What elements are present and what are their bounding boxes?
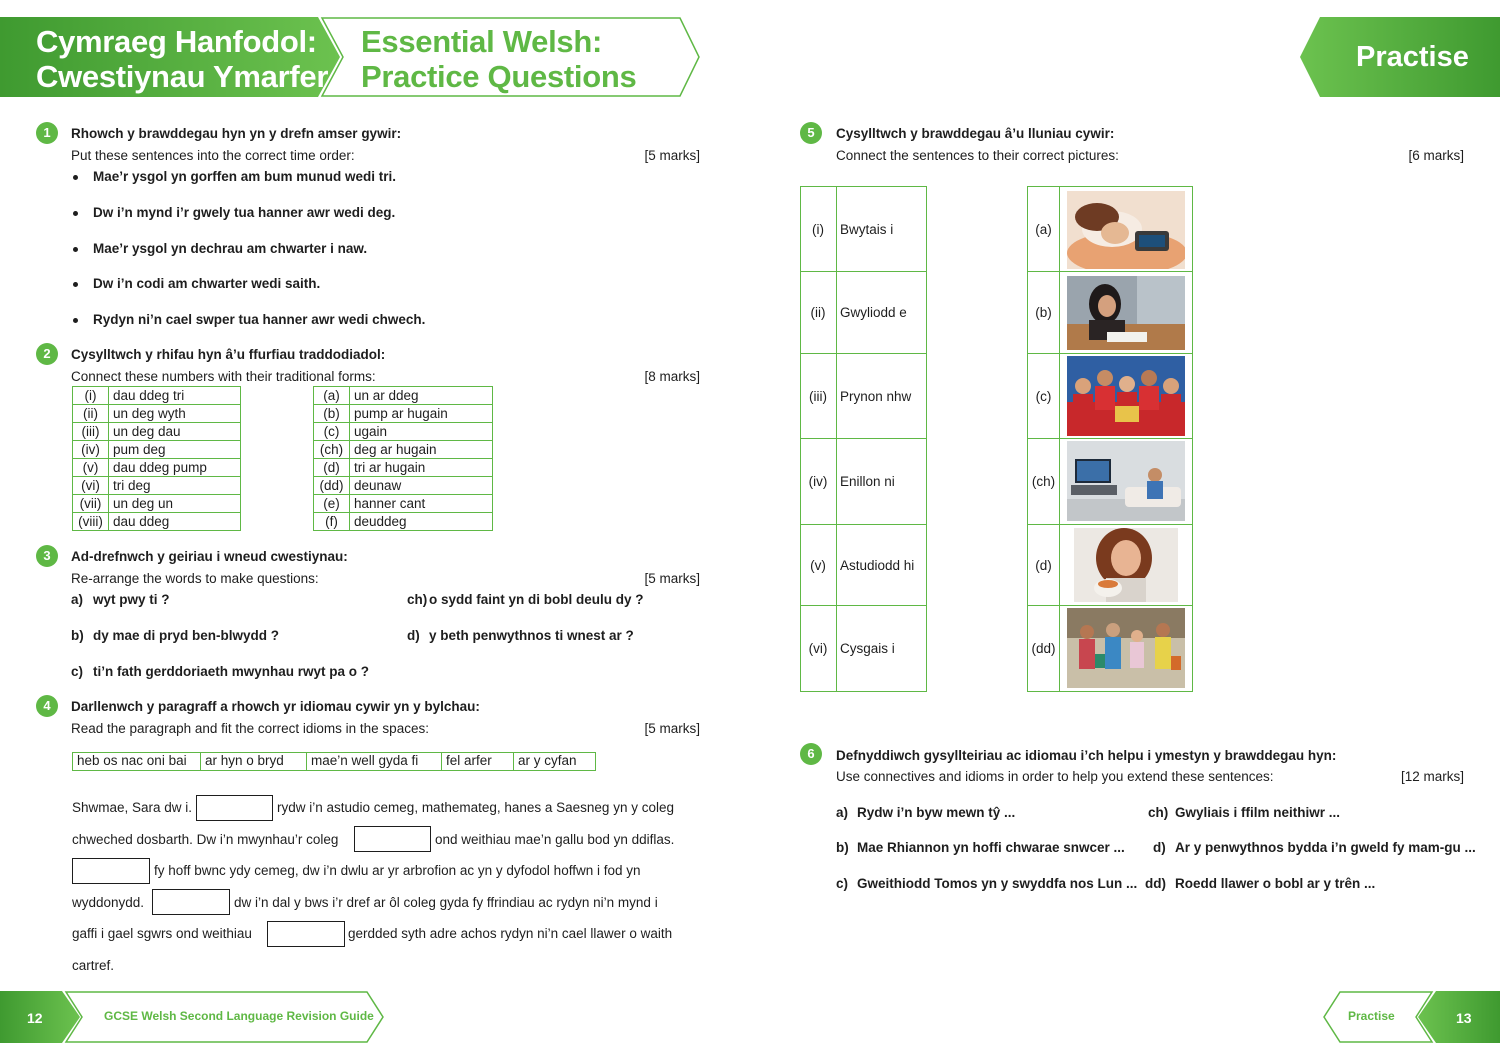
q1-item: Dw i’n codi am chwarter wedi saith. [93,276,321,291]
practise-tab [1298,17,1500,97]
number-cell: un deg un [109,495,241,513]
paragraph-text: Shwmae, Sara dw i. [72,800,193,815]
q3-english-instruction: Re-arrange the words to make questions: [71,571,319,586]
q3-a-text: wyt pwy ti ? [93,592,170,607]
row-divider [1028,605,1192,606]
table-row [314,459,493,477]
answer-gap[interactable] [354,826,431,852]
sentence-cell: Astudiodd hi [840,558,915,573]
picture-family-shopping [1067,608,1185,688]
answer-gap[interactable] [72,858,150,884]
header-banner [0,17,700,97]
girl-eating-noodles-image [1074,528,1178,602]
row-label: (i) [812,222,824,237]
sleeping-person-image [1067,191,1185,269]
paragraph-text: wyddonydd. [72,895,145,910]
q6-b-label: b) [836,840,849,855]
paragraph-text: rydw i’n astudio cemeg, mathemateg, hanes a Saesneg yn y coleg [277,800,674,815]
q2-marks: [8 marks] [644,369,700,384]
idiom-option: mae’n well gyda fi [307,753,442,770]
row-divider [1028,438,1192,439]
bullet-icon [73,211,78,216]
table-row [73,387,241,405]
q6-marks: [12 marks] [1400,769,1464,784]
table-row [73,513,241,531]
number-cell: un deg wyth [109,405,241,423]
q5-english-instruction: Connect the sentences to their correct pictures: [836,148,1119,163]
paragraph-text: cartref. [72,958,115,973]
picture-sleeping-person [1067,191,1185,269]
paragraph-text: chweched dosbarth. Dw i’n mwynhau’r coleg [72,832,339,847]
form-cell: deg ar hugain [350,441,493,459]
q2-english-instruction: Connect these numbers with their traditional forms: [71,369,376,384]
q6-b-text: Mae Rhiannon yn hoffi chwarae snwcer ... [857,840,1125,855]
q3-c-label: c) [71,664,84,679]
q4-marks: [5 marks] [644,721,700,736]
q3-ch-label: ch) [407,592,428,607]
footer-book-title: GCSE Welsh Second Language Revision Guide [104,1009,374,1023]
row-divider [801,438,926,439]
answer-gap[interactable] [152,889,230,915]
question-1-number: 1 [36,122,58,144]
q3-b-text: dy mae di pryd ben-blwydd ? [93,628,280,643]
sentence-cell: Gwyliodd e [840,305,907,320]
q6-ch-text: Gwyliais i ffilm neithiwr ... [1175,805,1341,820]
idiom-option: ar hyn o bryd [201,753,307,770]
form-cell: ugain [350,423,493,441]
row-label: (a) [314,387,350,405]
q1-item: Mae’r ysgol yn dechrau am chwarter i naw. [93,241,368,256]
q5-welsh-instruction: Cysylltwch y brawddegau â’u lluniau cywir: [836,126,1115,141]
q4-welsh-instruction: Darllenwch y paragraff a rhowch yr idiomau cywir yn y bylchau: [71,699,480,714]
table-row [314,477,493,495]
row-label: (ii) [810,305,826,320]
row-label: (ii) [73,405,109,423]
q1-english-instruction: Put these sentences into the correct time order: [71,148,355,163]
q1-welsh-instruction: Rhowch y brawddegau hyn yn y drefn amser gywir: [71,126,402,141]
q1-item: Rydyn ni’n cael swper tua hanner awr wedi chwech. [93,312,426,327]
number-cell: tri deg [109,477,241,495]
boy-watching-tv-image [1067,441,1185,521]
row-label: (b) [314,405,350,423]
picture-boy-watching-tv [1067,441,1185,521]
picture-football-team [1067,356,1185,436]
paragraph-text: ond weithiau mae’n gallu bod yn ddiflas. [435,832,675,847]
q6-a-label: a) [836,805,849,820]
form-cell: pump ar hugain [350,405,493,423]
q5-marks: [6 marks] [1408,148,1464,163]
row-label: (vii) [73,495,109,513]
table-row [73,459,241,477]
sentence-cell: Cysgais i [840,641,895,656]
question-4-number: 4 [36,695,58,717]
table-row [314,405,493,423]
question-6-number: 6 [800,743,822,765]
table-row [73,477,241,495]
picture-student-reading [1067,276,1185,350]
page-number-right: 13 [1456,1010,1472,1026]
row-divider [801,524,926,525]
english-title-line2: Practice Questions [361,59,637,94]
row-label: (c) [314,423,350,441]
bullet-icon [73,247,78,252]
column-divider [1059,187,1060,691]
student-reading-image [1067,276,1185,350]
paragraph-text: fy hoff bwnc ydy cemeg, dw i’n dwlu ar yr arbrofion ac yn y dyfodol hoffwn i fod yn [154,863,641,878]
sentence-cell: Bwytais i [840,222,894,237]
table-row [314,495,493,513]
q1-item: Dw i’n mynd i’r gwely tua hanner awr wedi deg. [93,205,396,220]
answer-gap[interactable] [267,921,345,947]
row-label: (d) [1035,558,1052,573]
page-number-left: 12 [27,1010,43,1026]
sentence-cell: Enillon ni [840,474,895,489]
paragraph-text: gaffi i gael sgwrs ond weithiau [72,926,252,941]
q3-c-text: ti’n fath gerddoriaeth mwynhau rwyt pa o ? [93,664,370,679]
bullet-icon [73,282,78,287]
football-team-image [1067,356,1185,436]
row-divider [1028,271,1192,272]
welsh-title-line1: Cymraeg Hanfodol: [36,24,317,59]
footer-practise-label: Practise [1348,1009,1395,1023]
practise-tab-label: Practise [1356,41,1469,73]
row-divider [801,605,926,606]
table-row [73,441,241,459]
footer-left [0,991,385,1043]
question-2-number: 2 [36,343,58,365]
row-label: (dd) [314,477,350,495]
row-label: (c) [1035,389,1052,404]
number-cell: pum deg [109,441,241,459]
q3-marks: [5 marks] [644,571,700,586]
sentences-table [800,186,927,692]
q3-b-label: b) [71,628,84,643]
q6-d-text: Ar y penwythnos bydda i’n gweld fy mam-gu ... [1175,840,1476,855]
row-label: (v) [810,558,826,573]
q2-welsh-instruction: Cysylltwch y rhifau hyn â’u ffurfiau traddodiadol: [71,347,386,362]
row-label: (dd) [1031,641,1056,656]
welsh-title-line2: Cwestiynau Ymarfer [36,59,329,94]
paragraph-text: gerdded syth adre achos rydyn ni’n cael llawer o waith [348,926,673,941]
footer-right [1322,991,1500,1043]
question-3-number: 3 [36,545,58,567]
row-label: (v) [73,459,109,477]
table-row [314,441,493,459]
numbers-table [72,386,241,531]
q3-a-label: a) [71,592,84,607]
traditional-forms-table [313,386,493,531]
paragraph-text: dw i’n dal y bws i’r dref ar ôl coleg gyda fy ffrindiau ac rydyn ni’n mynd i [234,895,658,910]
row-divider [801,271,926,272]
q6-ch-label: ch) [1148,805,1169,820]
table-row [314,387,493,405]
row-label: (vi) [73,477,109,495]
idiom-option: ar y cyfan [518,753,577,768]
row-label: (b) [1035,305,1052,320]
row-label: (vi) [808,641,828,656]
number-cell: dau ddeg pump [109,459,241,477]
table-row [314,513,493,531]
q6-welsh-instruction: Defnyddiwch gysyllteiriau ac idiomau i’ch helpu i ymestyn y brawddegau hyn: [836,748,1337,763]
sentence-cell: Prynon nhw [840,389,912,404]
question-5-number: 5 [800,122,822,144]
idiom-word-bank [72,752,596,771]
form-cell: deuddeg [350,513,493,531]
table-row [73,405,241,423]
q6-dd-label: dd) [1145,876,1166,891]
q6-dd-text: Roedd llawer o bobl ar y trên ... [1175,876,1376,891]
form-cell: deunaw [350,477,493,495]
picture-girl-eating-noodles [1074,528,1178,602]
q4-english-instruction: Read the paragraph and fit the correct idioms in the spaces: [71,721,429,736]
idiom-option: fel arfer [442,753,514,770]
row-label: (d) [314,459,350,477]
row-label: (i) [73,387,109,405]
q3-d-label: d) [407,628,420,643]
row-label: (e) [314,495,350,513]
row-label: (a) [1035,222,1052,237]
table-row [314,423,493,441]
q6-english-instruction: Use connectives and idioms in order to help you extend these sentences: [836,769,1274,784]
q3-welsh-instruction: Ad-drefnwch y geiriau i wneud cwestiynau: [71,549,348,564]
q3-ch-text: o sydd faint yn di bobl deulu dy ? [429,592,644,607]
row-label: (f) [314,513,350,531]
column-divider [836,187,837,691]
q1-item: Mae’r ysgol yn gorffen am bum munud wedi tri. [93,169,397,184]
form-cell: hanner cant [350,495,493,513]
form-cell: un ar ddeg [350,387,493,405]
q1-marks: [5 marks] [644,148,700,163]
row-label: (ch) [314,441,350,459]
number-cell: un deg dau [109,423,241,441]
q3-d-text: y beth penwythnos ti wnest ar ? [429,628,634,643]
row-label: (iv) [73,441,109,459]
q6-a-text: Rydw i’n byw mewn tŷ ... [857,805,1016,820]
q6-c-label: c) [836,876,849,891]
q6-d-label: d) [1153,840,1166,855]
answer-gap[interactable] [196,795,273,821]
family-shopping-image [1067,608,1185,688]
english-title-line1: Essential Welsh: [361,24,602,59]
bullet-icon [73,318,78,323]
row-label: (iii) [809,389,827,404]
number-cell: dau ddeg [109,513,241,531]
row-label: (ch) [1031,474,1056,489]
table-row [73,495,241,513]
row-label: (iii) [73,423,109,441]
number-cell: dau ddeg tri [109,387,241,405]
row-divider [1028,353,1192,354]
bullet-icon [73,175,78,180]
row-label: (iv) [808,474,828,489]
idiom-option: heb os nac oni bai [73,753,201,770]
form-cell: tri ar hugain [350,459,493,477]
row-divider [801,353,926,354]
row-label: (viii) [73,513,109,531]
row-divider [1028,524,1192,525]
q6-c-text: Gweithiodd Tomos yn y swyddfa nos Lun ... [857,876,1138,891]
table-row [73,423,241,441]
